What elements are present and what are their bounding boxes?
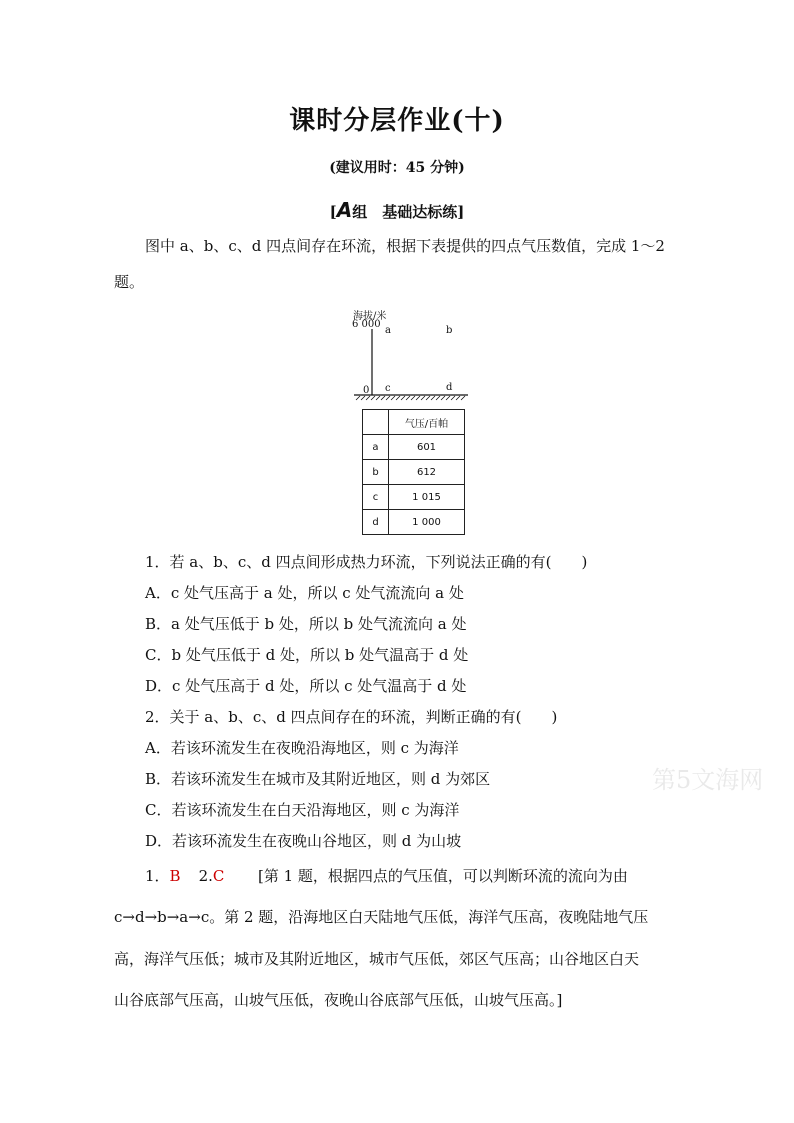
table-cell-pressure: 1 000 <box>389 510 465 535</box>
point-c-label: c <box>385 383 391 394</box>
explanation-line-2: c→d→b→a→c。第 2 题，沿海地区白天陆地气压低，海洋气压高，夜晚陆地气压 <box>114 908 649 926</box>
explanation-line-3: 高，海洋气压低；城市及其附近地区，城市气压低，郊区气压高；山谷地区白天 <box>114 950 640 968</box>
answer-1-value: B <box>169 867 181 885</box>
question-2-stem: 2．关于 a、b、c、d 四点间存在的环流，判断正确的有( ) <box>145 708 558 726</box>
answer-2-value: C <box>212 867 225 885</box>
answer-key <box>145 865 224 886</box>
table-cell-pressure: 612 <box>389 460 465 485</box>
y-top-tick: 6 000 <box>352 319 381 330</box>
table-cell-pressure: 1 015 <box>389 485 465 510</box>
question-1-option-c: C．b 处气压低于 d 处，所以 b 处气温高于 d 处 <box>145 646 469 664</box>
section-bracket-open: [ <box>329 203 337 221</box>
table-header-cell <box>363 410 389 435</box>
table-cell-point: c <box>363 485 389 510</box>
watermark: 第5文海网 <box>652 766 764 794</box>
question-2-option-b: B．若该环流发生在城市及其附近地区，则 d 为郊区 <box>145 770 491 788</box>
question-1-option-b: B．a 处气压低于 b 处，所以 b 处气流流向 a 处 <box>145 615 467 633</box>
y-axis-label: 海拔/米 <box>353 311 387 322</box>
intro-line-2: 题。 <box>114 273 145 291</box>
explanation-line-1: [第 1 题，根据四点的气压值，可以判断环流的流向为由 <box>258 867 628 885</box>
table-row <box>363 460 465 485</box>
ground-hatch <box>356 396 465 400</box>
table-row <box>363 485 465 510</box>
table-cell-point: d <box>363 510 389 535</box>
answer-1-number: 1． <box>145 867 170 885</box>
table-cell-pressure: 601 <box>389 435 465 460</box>
suggested-time: (建议用时：45 分钟) <box>329 160 465 176</box>
pressure-table <box>362 409 465 535</box>
point-d-label: d <box>446 382 453 393</box>
table-row <box>363 435 465 460</box>
table-header-cell: 气压/百帕 <box>389 410 465 435</box>
explanation-line-4: 山谷底部气压高，山坡气压低，夜晚山谷底部气压低，山坡气压高。] <box>114 991 563 1009</box>
question-2-option-a: A．若该环流发生在夜晚沿海地区，则 c 为海洋 <box>145 739 459 757</box>
table-row <box>363 510 465 535</box>
table-cell-point: a <box>363 435 389 460</box>
question-2-option-c: C．若该环流发生在白天沿海地区，则 c 为海洋 <box>145 801 460 819</box>
table-header-row <box>363 410 465 435</box>
answer-2-number: 2. <box>198 867 213 885</box>
altitude-diagram <box>340 305 470 401</box>
question-1-option-a: A．c 处气压高于 a 处，所以 c 处气流流向 a 处 <box>145 584 464 602</box>
question-1-stem: 1．若 a、b、c、d 四点间形成热力环流，下列说法正确的有( ) <box>145 553 588 571</box>
page-title: 课时分层作业(十) <box>289 106 505 136</box>
question-1-option-d: D．c 处气压高于 d 处，所以 c 处气温高于 d 处 <box>145 677 467 695</box>
question-2-option-d: D．若该环流发生在夜晚山谷地区，则 d 为山坡 <box>145 832 462 850</box>
point-b-label: b <box>446 325 453 336</box>
section-label: 组 基础达标练 <box>352 203 458 221</box>
section-bracket-close: ] <box>457 203 465 221</box>
point-a-label: a <box>385 325 391 336</box>
table-cell-point: b <box>363 460 389 485</box>
section-heading <box>0 198 794 222</box>
section-group-letter: A <box>336 198 353 222</box>
y-zero-tick: 0 <box>363 385 370 396</box>
intro-line-1: 图中 a、b、c、d 四点间存在环流，根据下表提供的四点气压数值，完成 1～2 <box>145 237 665 255</box>
